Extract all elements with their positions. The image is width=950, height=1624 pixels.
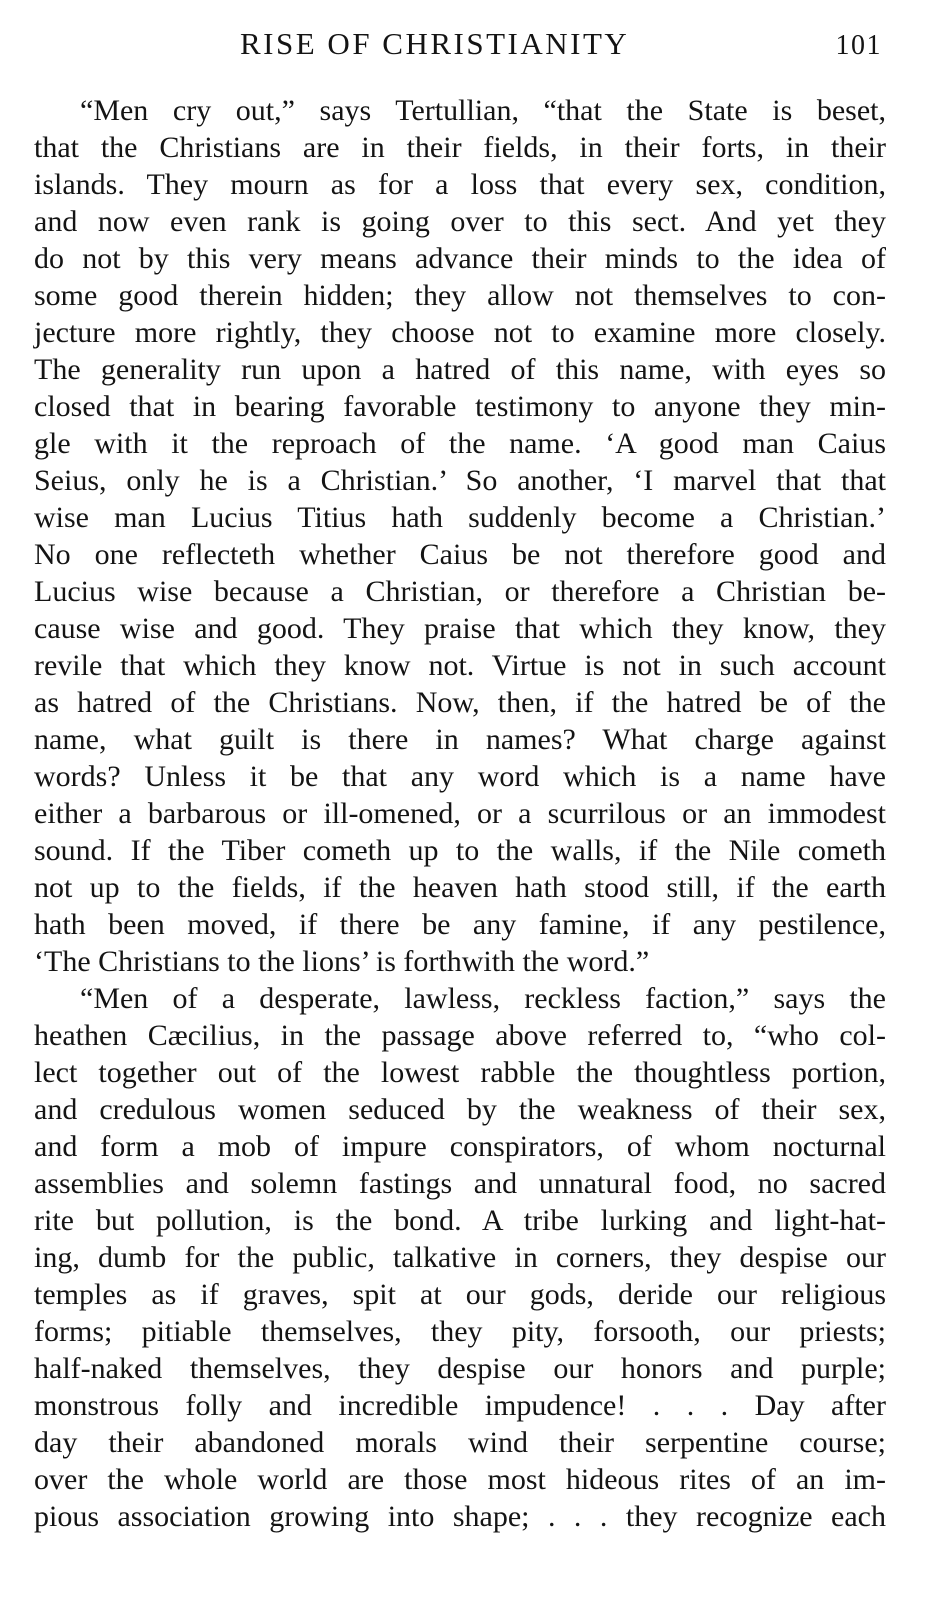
text-line: ‘The Christians to the lions’ is forthwith the word.” — [34, 945, 650, 978]
text-line: not up to the fields, if the heaven hath stood still, if the earth — [34, 871, 886, 904]
text-line: some good therein hidden; they allow not themselves to con- — [34, 279, 886, 312]
text-line: sound. If the Tiber cometh up to the walls, if the Nile cometh — [34, 834, 886, 867]
text-line: heathen Cæcilius, in the passage above referred to, “who col- — [34, 1019, 886, 1052]
text-line: cause wise and good. They praise that which they know, they — [34, 612, 886, 645]
text-line: name, what guilt is there in names? What charge against — [34, 723, 886, 756]
text-line: and now even rank is going over to this sect. And yet they — [34, 205, 886, 238]
text-line: half-naked themselves, they despise our honors and purple; — [34, 1352, 886, 1385]
text-line: forms; pitiable themselves, they pity, forsooth, our priests; — [34, 1315, 886, 1348]
text-line: monstrous folly and incredible impudence! . . . Day after — [34, 1389, 886, 1422]
text-line: “Men of a desperate, lawless, reckless faction,” says the — [80, 982, 886, 1015]
text-line: Lucius wise because a Christian, or therefore a Christian be- — [34, 575, 886, 608]
paragraph-caecilius-quote — [34, 980, 886, 1535]
text-line: temples as if graves, spit at our gods, deride our religious — [34, 1278, 886, 1311]
text-line: No one reflecteth whether Caius be not therefore good and — [34, 538, 886, 571]
text-line: lect together out of the lowest rabble the thoughtless portion, — [34, 1056, 886, 1089]
text-line: hath been moved, if there be any famine, if any pestilence, — [34, 908, 886, 941]
text-line: “Men cry out,” says Tertullian, “that the State is beset, — [80, 94, 886, 127]
text-line: as hatred of the Christians. Now, then, if the hatred be of the — [34, 686, 886, 719]
text-line: day their abandoned morals wind their serpentine course; — [34, 1426, 886, 1459]
text-line: jecture more rightly, they choose not to examine more closely. — [34, 316, 886, 349]
text-line: do not by this very means advance their minds to the idea of — [34, 242, 886, 275]
text-line: and credulous women seduced by the weakness of their sex, — [34, 1093, 886, 1126]
text-line: either a barbarous or ill-omened, or a scurrilous or an immodest — [34, 797, 886, 830]
text-line: pious association growing into shape; . . . they recognize each — [34, 1500, 886, 1533]
text-line: closed that in bearing favorable testimony to anyone they min- — [34, 390, 886, 423]
text-line: that the Christians are in their fields, in their forts, in their — [34, 131, 886, 164]
text-line: revile that which they know not. Virtue is not in such account — [34, 649, 886, 682]
text-line: wise man Lucius Titius hath suddenly become a Christian.’ — [34, 501, 886, 534]
text-line: ing, dumb for the public, talkative in corners, they despise our — [34, 1241, 886, 1274]
paragraph-tertullian-quote — [34, 92, 886, 980]
text-line: words? Unless it be that any word which is a name have — [34, 760, 886, 793]
page-number: 101 — [835, 30, 882, 61]
text-line: rite but pollution, is the bond. A tribe lurking and light-hat- — [34, 1204, 886, 1237]
page-header — [34, 22, 886, 78]
text-line: over the whole world are those most hideous rites of an im- — [34, 1463, 886, 1496]
running-title: RISE OF CHRISTIANITY — [240, 26, 630, 61]
text-line: gle with it the reproach of the name. ‘A good man Caius — [34, 427, 886, 460]
text-line: The generality run upon a hatred of this name, with eyes so — [34, 353, 886, 386]
text-line: and form a mob of impure conspirators, of whom nocturnal — [34, 1130, 886, 1163]
text-line: Seius, only he is a Christian.’ So another, ‘I marvel that that — [34, 464, 886, 497]
book-page — [34, 22, 886, 1535]
text-line: islands. They mourn as for a loss that every sex, condition, — [34, 168, 886, 201]
text-line: assemblies and solemn fastings and unnatural food, no sacred — [34, 1167, 886, 1200]
body-text — [34, 92, 886, 1535]
